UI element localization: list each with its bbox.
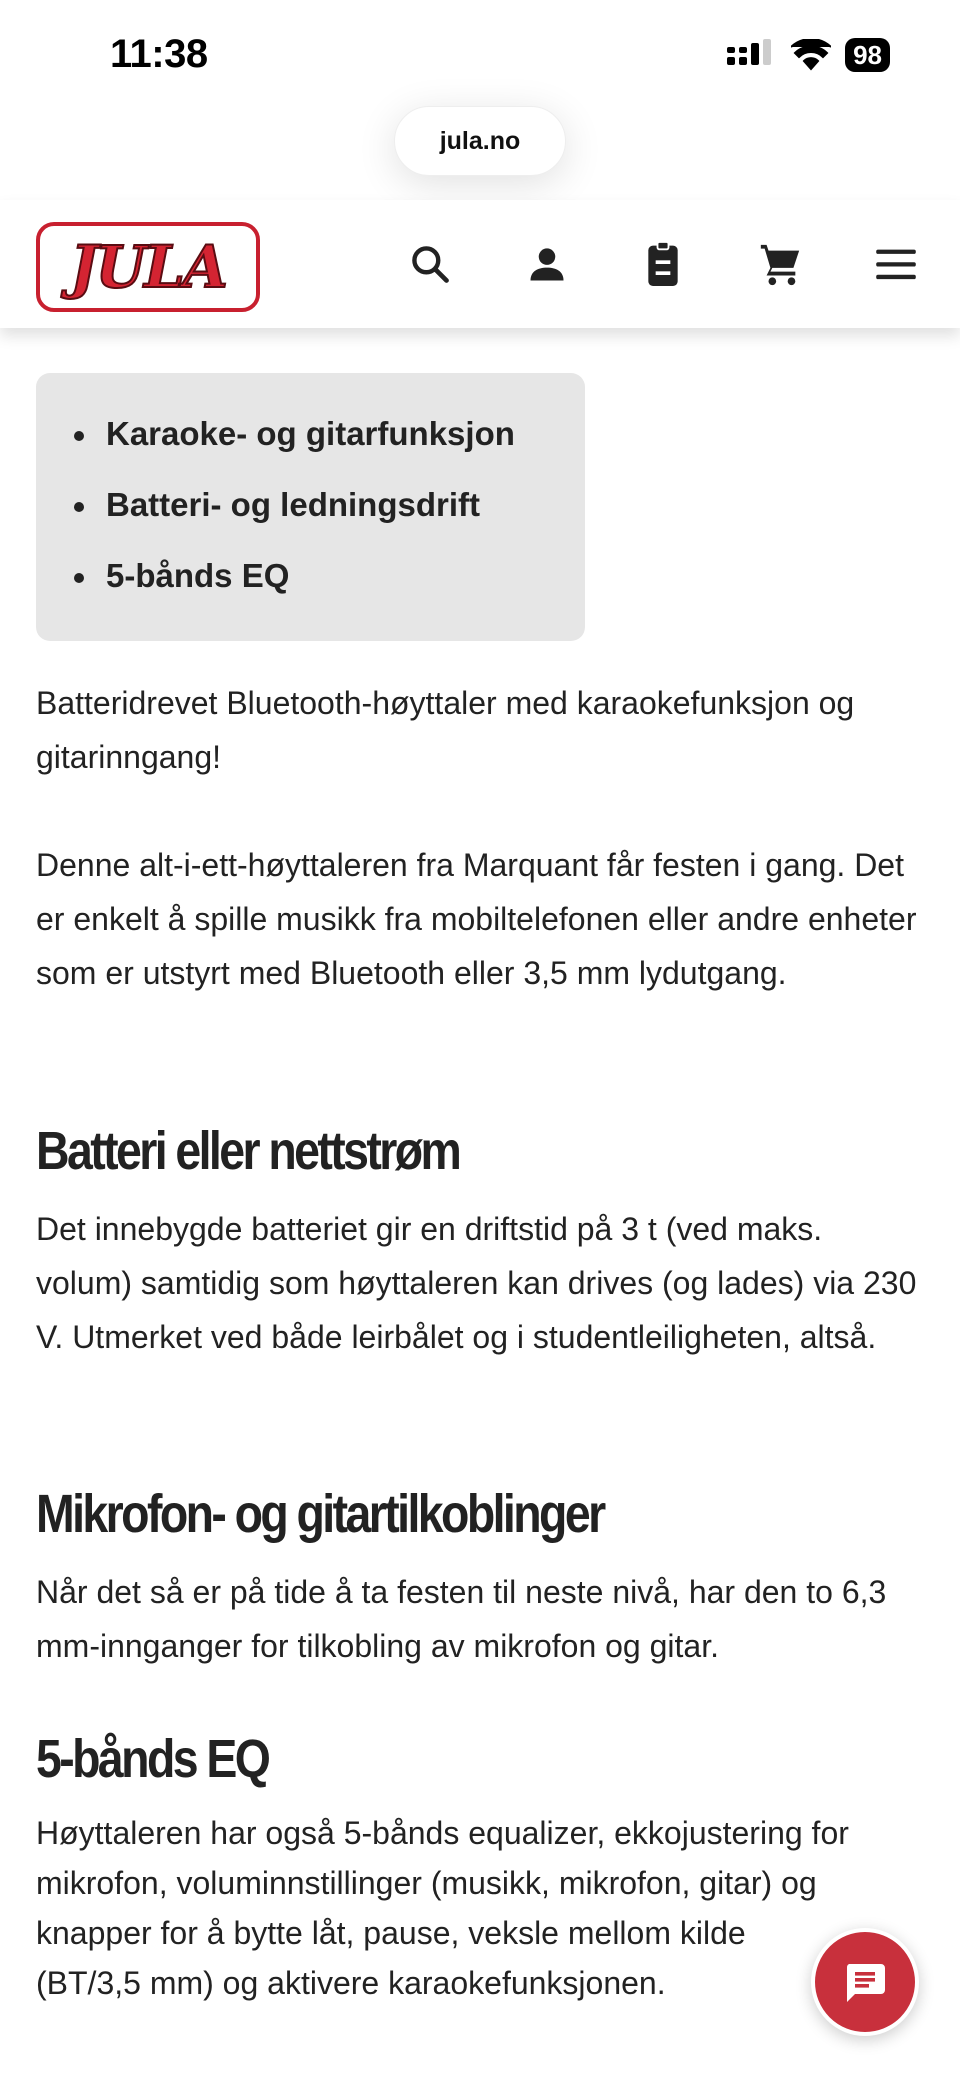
signal-icon <box>727 39 777 71</box>
section-paragraph-wrap <box>36 1808 926 2058</box>
feature-item: Batteri- og ledningsdrift <box>106 486 480 523</box>
logo-text: JULA <box>70 233 226 301</box>
intro-paragraph: Batteridrevet Bluetooth-høyttaler med karaokefunksjon og gitarinngang! <box>36 685 855 775</box>
shopping-list-icon[interactable] <box>637 238 689 290</box>
site-header <box>0 200 960 328</box>
section-paragraph: Høyttaleren har også 5-bånds equalizer, ekkojustering for mikrofon, voluminnstillinger (musikk, mikrofon, gitar) og knapper for å bytte låt, pause, veksle mellom kilde (BT/3,5 mm) og aktivere karaokefunksjonen. <box>36 1815 849 2001</box>
menu-icon[interactable] <box>870 238 922 290</box>
status-time: 11:38 <box>110 32 208 76</box>
cart-icon[interactable] <box>754 238 806 290</box>
search-icon[interactable] <box>404 238 456 290</box>
battery-indicator: 98 <box>845 38 890 72</box>
account-icon[interactable] <box>521 238 573 290</box>
wifi-icon <box>791 39 831 71</box>
status-icons <box>727 38 890 72</box>
url-bar[interactable]: jula.no <box>394 106 566 176</box>
section-heading: 5-bånds EQ <box>36 1729 269 1789</box>
chat-button[interactable] <box>811 1928 919 2036</box>
chat-icon <box>841 1958 889 2006</box>
feature-list <box>36 373 585 641</box>
section-paragraph: Det innebygde batteriet gir en driftstid på 3 t (ved maks. volum) samtidig som høyttaleren kan drives (og lades) via 230 V. Utmerket ved både leirbålet og i studentleiligheten, altså. <box>36 1211 917 1355</box>
feature-item: 5-bånds EQ <box>106 557 290 594</box>
section-paragraph: Når det så er på tide å ta festen til neste nivå, har den to 6,3 mm-innganger for tilkobling av mikrofon og gitar. <box>36 1574 887 1664</box>
section-heading: Mikrofon- og gitartilkoblinger <box>36 1484 604 1544</box>
jula-logo[interactable] <box>36 222 260 312</box>
section-heading: Batteri eller nettstrøm <box>36 1121 460 1181</box>
intro-paragraph: Denne alt-i-ett-høyttaleren fra Marquant får festen i gang. Det er enkelt å spille musikk fra mobiltelefonen eller andre enheter som er utstyrt med Bluetooth eller 3,5 mm lydutgang. <box>36 847 917 991</box>
feature-item: Karaoke- og gitarfunksjon <box>106 415 515 452</box>
